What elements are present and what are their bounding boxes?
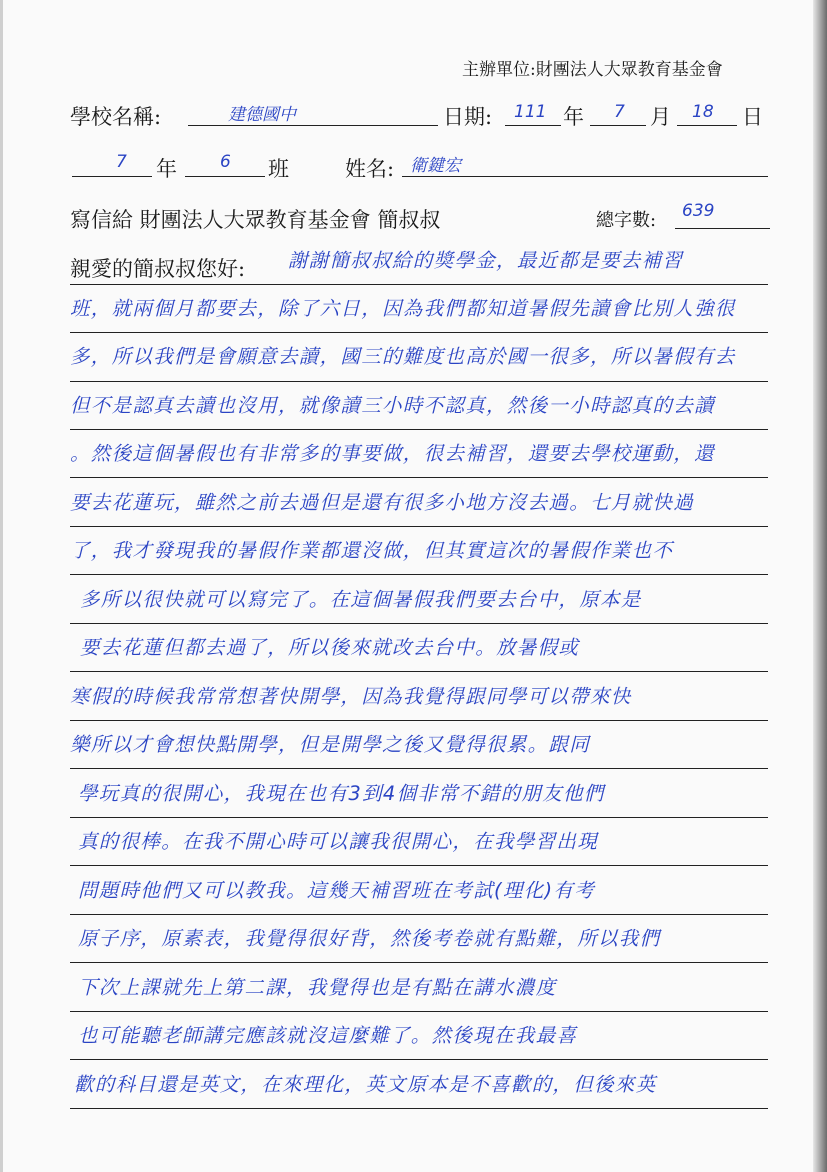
letter-line: 但不是認真去讀也沒用，就像讀三小時不認真，然後一小時認真的去讀 <box>70 394 715 417</box>
letter-line: 問題時他們又可以教我。這幾天補習班在考試(理化)有考 <box>78 879 596 902</box>
letter-line: 。然後這個暑假也有非常多的事要做，很去補習，還要去學校運動，還 <box>70 442 715 465</box>
word-count-underline <box>675 228 770 229</box>
school-label: 學校名稱: <box>70 105 162 129</box>
letter-line: 要去花蓮但都去過了，所以後來就改去台中。放暑假或 <box>80 636 580 659</box>
letter-line: 寒假的時候我常常想著快開學，因為我覺得跟同學可以帶來快 <box>70 685 632 708</box>
recipient-line: 寫信給 財團法人大眾教育基金會 簡叔叔 <box>70 208 441 232</box>
scan-left-edge <box>0 0 3 1172</box>
letter-line: 了，我才發現我的暑假作業都還沒做，但其實這次的暑假作業也不 <box>70 539 674 562</box>
class-label: 班 <box>268 157 289 181</box>
grade-value: 7 <box>116 152 127 172</box>
name-underline <box>402 176 768 177</box>
school-value: 建德國中 <box>228 105 296 125</box>
class-value: 6 <box>220 152 231 172</box>
month-label: 月 <box>650 105 671 129</box>
year-underline <box>505 125 561 126</box>
class-underline <box>185 176 265 177</box>
school-underline <box>188 125 438 126</box>
day-label: 日 <box>742 105 763 129</box>
letter-line: 下次上課就先上第二課，我覺得也是有點在講水濃度 <box>78 976 557 999</box>
day-underline <box>677 125 737 126</box>
letter-line: 學玩真的很開心，我現在也有3到4個非常不錯的朋友他們 <box>78 782 605 805</box>
name-label: 姓名: <box>345 157 395 181</box>
month-underline <box>590 125 646 126</box>
month-value: 7 <box>614 102 625 122</box>
letter-line: 多所以很快就可以寫完了。在這個暑假我們要去台中，原本是 <box>80 588 642 611</box>
letter-line: 班，就兩個月都要去，除了六日，因為我們都知道暑假先讀會比別人強很 <box>70 297 736 320</box>
greeting: 親愛的簡叔叔您好: <box>70 257 246 281</box>
grade-underline <box>72 176 152 177</box>
word-count-label: 總字數: <box>596 210 657 231</box>
date-label: 日期: <box>443 105 493 129</box>
letter-line: 多，所以我們是會願意去讀，國三的難度也高於國一很多，所以暑假有去 <box>70 345 736 368</box>
letter-line: 也可能聽老師講完應該就沒這麼難了。然後現在我最喜 <box>78 1024 578 1047</box>
scan-right-edge <box>813 0 827 1172</box>
letter-line: 原子序，原素表，我覺得很好背，然後考卷就有點難，所以我們 <box>78 927 661 950</box>
letter-line: 樂所以才會想快點開學，但是開學之後又覺得很累。跟同 <box>70 733 591 756</box>
sponsor-label: 主辦單位:財團法人大眾教育基金會 <box>462 60 723 80</box>
letter-line: 歡的科目還是英文，在來理化，英文原本是不喜歡的，但後來英 <box>74 1073 657 1096</box>
letter-line: 要去花蓮玩，雖然之前去過但是還有很多小地方沒去過。七月就快過 <box>70 491 695 514</box>
letter-line: 真的很棒。在我不開心時可以讓我很開心，在我學習出現 <box>78 830 599 853</box>
grade-label: 年 <box>156 157 177 181</box>
year-label: 年 <box>563 105 584 129</box>
word-count-value: 639 <box>682 201 715 221</box>
name-value: 衛鍵宏 <box>410 156 461 176</box>
letter-line: 謝謝簡叔叔給的獎學金，最近都是要去補習 <box>288 249 684 272</box>
year-value: 111 <box>514 102 547 122</box>
day-value: 18 <box>692 102 714 122</box>
